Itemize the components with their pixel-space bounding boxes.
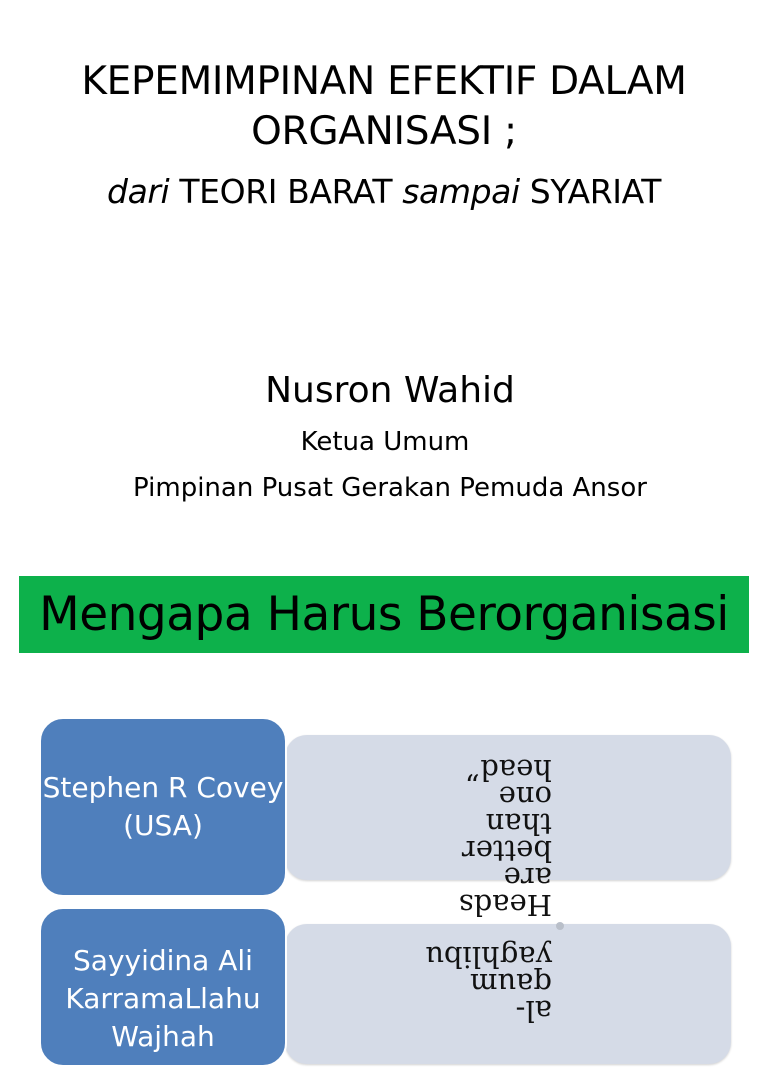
author-role: Ketua Umum — [300, 427, 470, 457]
bullet-dot — [556, 922, 564, 930]
subtitle-italic-sampai: sampai — [402, 172, 520, 211]
author-name: Nusron Wahid — [265, 370, 515, 411]
subtitle-text-2: SYARIAT — [519, 172, 661, 211]
source-box-2 — [39, 907, 287, 1067]
source-label-1: Stephen R Covey (USA) — [42, 771, 284, 842]
section-heading: Mengapa Harus Berorganisasi — [19, 576, 749, 653]
source-box-1 — [39, 717, 287, 897]
slide-title: KEPEMIMPINAN EFEKTIF DALAM ORGANISASI ; — [81, 59, 687, 154]
author-organization: Pimpinan Pusat Gerakan Pemuda Ansor — [133, 473, 647, 503]
slide-subtitle — [0, 170, 768, 214]
source-label-2: Sayyidina Ali KarramaLlahu Wajhah — [65, 944, 261, 1053]
quote-text-1: Heads are better than one head” — [458, 753, 552, 922]
subtitle-text-1: TEORI BARAT — [169, 172, 403, 211]
quote-text-2: al-qaum yaghlibu — [425, 940, 552, 1028]
subtitle-italic-dari: dari — [107, 172, 170, 211]
